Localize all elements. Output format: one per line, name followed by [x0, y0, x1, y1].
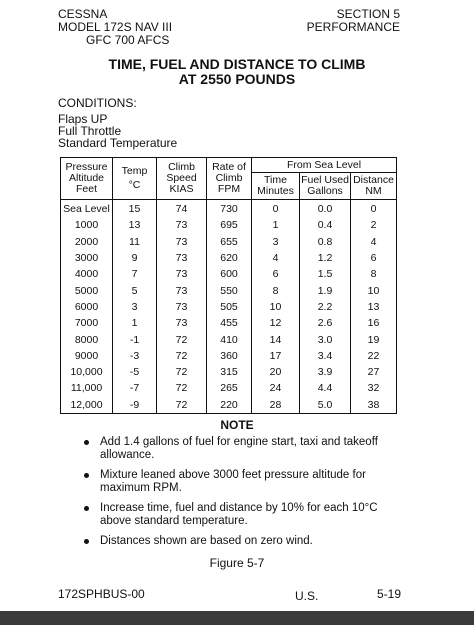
table-row [61, 266, 397, 282]
climb-speed-cell: 72 [157, 331, 207, 347]
time-cell: 12 [252, 315, 300, 331]
temp-cell: -5 [113, 364, 157, 380]
climb-speed-cell: 73 [157, 299, 207, 315]
bullet-icon [84, 539, 89, 544]
table-row [61, 250, 397, 266]
table-body [61, 200, 397, 414]
header-time: Time Minutes [252, 173, 300, 200]
rate-of-climb-cell: 695 [207, 217, 252, 233]
distance-cell: 13 [351, 299, 397, 315]
figure-label: Figure 5-7 [209, 556, 265, 570]
footer-page-number: 5-19 [377, 587, 402, 601]
altitude-cell: 2000 [61, 234, 113, 250]
header-autopilot: GFC 700 AFCS [86, 33, 170, 47]
fuel-cell: 0.0 [300, 200, 351, 218]
condition-item: Flaps UP [58, 112, 108, 126]
title-line-1: TIME, FUEL AND DISTANCE TO CLIMB [108, 56, 366, 72]
altitude-cell: 4000 [61, 266, 113, 282]
fuel-cell: 3.4 [300, 348, 351, 364]
header-left [58, 8, 172, 47]
header-section: SECTION 5 [336, 7, 400, 21]
distance-cell: 27 [351, 364, 397, 380]
climb-speed-cell: 73 [157, 217, 207, 233]
altitude-cell: 11,000 [61, 380, 113, 396]
altitude-cell: 5000 [61, 282, 113, 298]
header-right [307, 8, 400, 34]
table-row [61, 364, 397, 380]
climb-speed-cell: 73 [157, 282, 207, 298]
climb-performance-table [60, 157, 397, 414]
time-cell: 20 [252, 364, 300, 380]
rate-of-climb-cell: 655 [207, 234, 252, 250]
notes-list [82, 436, 382, 556]
time-cell: 0 [252, 200, 300, 218]
distance-cell: 2 [351, 217, 397, 233]
header-climb-speed: Climb Speed KIAS [157, 158, 207, 200]
rate-of-climb-cell: 265 [207, 380, 252, 396]
temp-cell: -1 [113, 331, 157, 347]
table-row [61, 282, 397, 298]
header-model: MODEL 172S NAV III [58, 20, 173, 34]
distance-cell: 19 [351, 331, 397, 347]
fuel-cell: 2.6 [300, 315, 351, 331]
altitude-cell: 12,000 [61, 397, 113, 414]
conditions-title: CONDITIONS: [58, 96, 137, 110]
altitude-cell: 9000 [61, 348, 113, 364]
table-row [61, 217, 397, 233]
footer-doc-number: 172SPHBUS-00 [58, 587, 145, 601]
bullet-icon [84, 440, 89, 445]
altitude-cell: 7000 [61, 315, 113, 331]
distance-cell: 38 [351, 397, 397, 414]
temp-cell: 9 [113, 250, 157, 266]
note-item: Mixture leaned above 3000 feet pressure altitude for maximum RPM. [82, 469, 382, 494]
altitude-cell: 1000 [61, 217, 113, 233]
distance-cell: 10 [351, 282, 397, 298]
rate-of-climb-cell: 220 [207, 397, 252, 414]
distance-cell: 6 [351, 250, 397, 266]
time-cell: 28 [252, 397, 300, 414]
note-item: Distances shown are based on zero wind. [82, 535, 382, 548]
rate-of-climb-cell: 505 [207, 299, 252, 315]
climb-speed-cell: 72 [157, 348, 207, 364]
time-cell: 6 [252, 266, 300, 282]
climb-speed-cell: 72 [157, 364, 207, 380]
table-row [61, 234, 397, 250]
bottom-bar [0, 611, 474, 625]
fuel-cell: 1.2 [300, 250, 351, 266]
temp-cell: -7 [113, 380, 157, 396]
header-fuel-used: Fuel Used Gallons [300, 173, 351, 200]
header-section-title: PERFORMANCE [306, 20, 400, 34]
temp-cell: -3 [113, 348, 157, 364]
distance-cell: 4 [351, 234, 397, 250]
distance-cell: 22 [351, 348, 397, 364]
header-manufacturer: CESSNA [58, 7, 108, 21]
fuel-cell: 5.0 [300, 397, 351, 414]
temp-cell: 15 [113, 200, 157, 218]
rate-of-climb-cell: 360 [207, 348, 252, 364]
header-rate-of-climb: Rate of Climb FPM [207, 158, 252, 200]
condition-item: Standard Temperature [58, 136, 178, 150]
rate-of-climb-cell: 455 [207, 315, 252, 331]
fuel-cell: 2.2 [300, 299, 351, 315]
rate-of-climb-cell: 730 [207, 200, 252, 218]
time-cell: 3 [252, 234, 300, 250]
header-from-sea-level: From Sea Level [252, 158, 397, 173]
fuel-cell: 4.4 [300, 380, 351, 396]
altitude-cell: 8000 [61, 331, 113, 347]
distance-cell: 16 [351, 315, 397, 331]
note-item: Increase time, fuel and distance by 10% for each 10°C above standard temperature. [82, 502, 382, 527]
altitude-cell: Sea Level [61, 200, 113, 218]
distance-cell: 0 [351, 200, 397, 218]
note-item: Add 1.4 gallons of fuel for engine start, taxi and takeoff allowance. [82, 436, 382, 461]
rate-of-climb-cell: 550 [207, 282, 252, 298]
time-cell: 17 [252, 348, 300, 364]
table-row [61, 299, 397, 315]
climb-speed-cell: 73 [157, 234, 207, 250]
fuel-cell: 3.9 [300, 364, 351, 380]
table-row [61, 380, 397, 396]
time-cell: 14 [252, 331, 300, 347]
fuel-cell: 0.4 [300, 217, 351, 233]
time-cell: 8 [252, 282, 300, 298]
climb-speed-cell: 72 [157, 380, 207, 396]
table-row [61, 348, 397, 364]
climb-speed-cell: 73 [157, 250, 207, 266]
temp-cell: 11 [113, 234, 157, 250]
fuel-cell: 3.0 [300, 331, 351, 347]
note-title: NOTE [220, 418, 254, 432]
bullet-icon [84, 506, 89, 511]
climb-speed-cell: 74 [157, 200, 207, 218]
table-row [61, 397, 397, 414]
altitude-cell: 10,000 [61, 364, 113, 380]
condition-item: Full Throttle [58, 124, 122, 138]
table-row [61, 315, 397, 331]
fuel-cell: 1.9 [300, 282, 351, 298]
rate-of-climb-cell: 410 [207, 331, 252, 347]
rate-of-climb-cell: 600 [207, 266, 252, 282]
distance-cell: 8 [351, 266, 397, 282]
table-row [61, 200, 397, 218]
title-line-2: AT 2550 POUNDS [178, 71, 296, 87]
temp-cell: 13 [113, 217, 157, 233]
rate-of-climb-cell: 315 [207, 364, 252, 380]
page-title [0, 57, 474, 87]
temp-cell: -9 [113, 397, 157, 414]
footer-region: U.S. [295, 589, 319, 603]
temp-cell: 1 [113, 315, 157, 331]
header-temp: Temp °C [113, 158, 157, 200]
climb-speed-cell: 73 [157, 266, 207, 282]
altitude-cell: 6000 [61, 299, 113, 315]
header-pressure-altitude: Pressure Altitude Feet [61, 158, 113, 200]
bullet-icon [84, 473, 89, 478]
header-distance: Distance NM [351, 173, 397, 200]
temp-cell: 5 [113, 282, 157, 298]
fuel-cell: 1.5 [300, 266, 351, 282]
time-cell: 1 [252, 217, 300, 233]
table-row [61, 331, 397, 347]
distance-cell: 32 [351, 380, 397, 396]
altitude-cell: 3000 [61, 250, 113, 266]
rate-of-climb-cell: 620 [207, 250, 252, 266]
temp-cell: 7 [113, 266, 157, 282]
climb-speed-cell: 73 [157, 315, 207, 331]
fuel-cell: 0.8 [300, 234, 351, 250]
time-cell: 24 [252, 380, 300, 396]
climb-speed-cell: 72 [157, 397, 207, 414]
conditions-block [58, 97, 177, 149]
time-cell: 4 [252, 250, 300, 266]
time-cell: 10 [252, 299, 300, 315]
temp-cell: 3 [113, 299, 157, 315]
